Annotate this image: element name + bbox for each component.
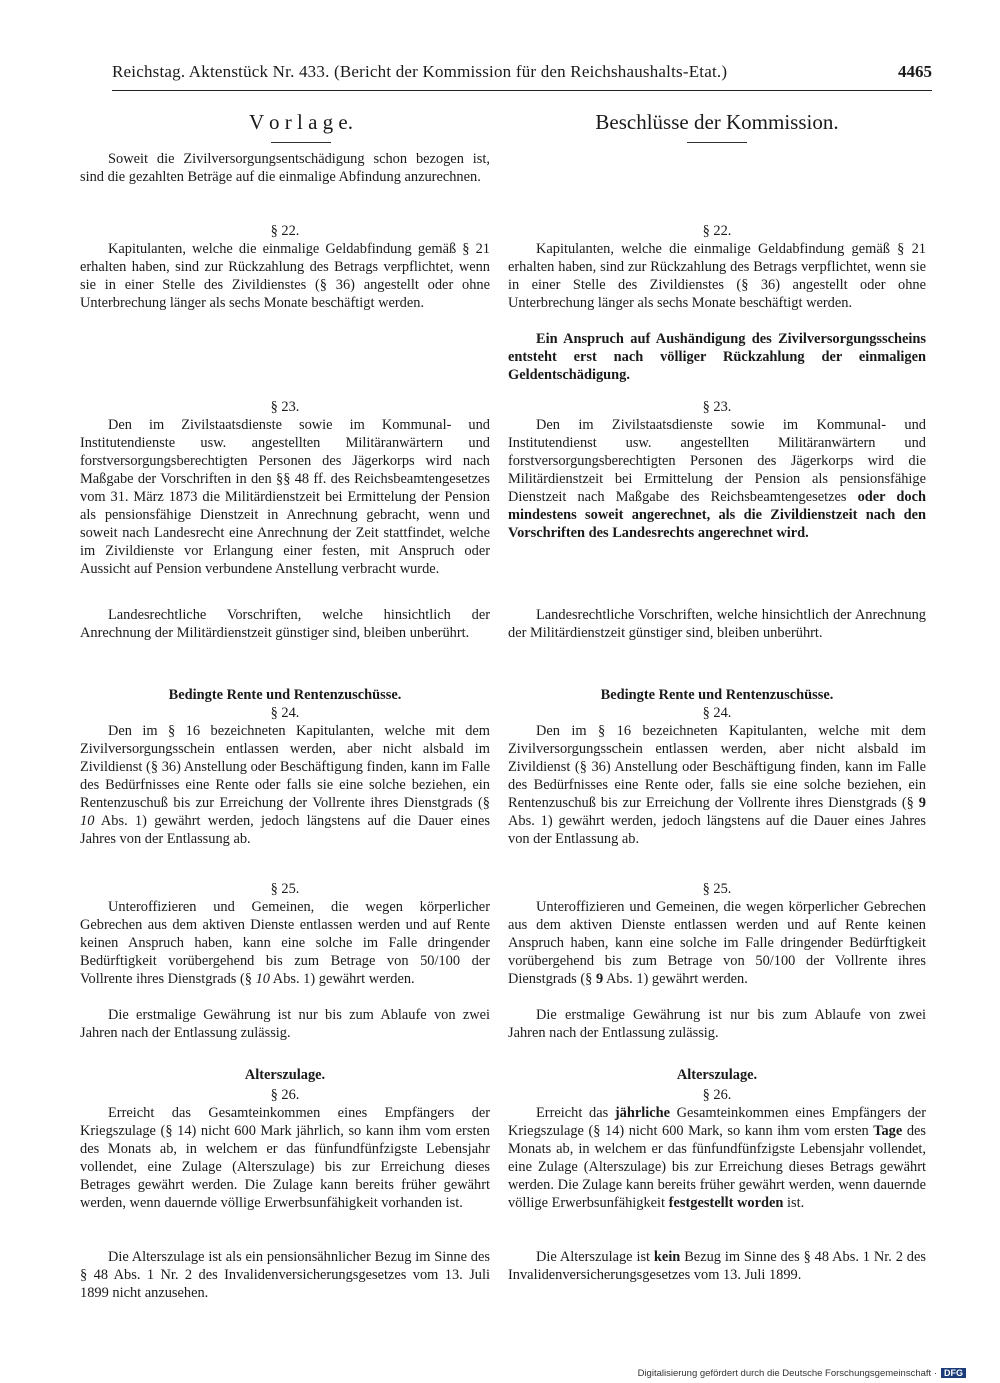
left-s24-heading: Bedingte Rente und Rentenzuschüsse. [168, 687, 402, 703]
right-s26-heading: Alterszulage. [676, 1067, 758, 1083]
left-column-heading: V o r l a g e. [248, 110, 353, 134]
page-number: 4465 [898, 62, 932, 81]
left-s23-text2: Landesrechtliche Vorschriften, welche hinsichtlich der Anrechnung der Militärdienstzeit günstiger sind, bleiben unberührt. [80, 607, 490, 641]
right-s22-bold: Ein Anspruch auf Aushändigung des Zivilversorgungsscheins entsteht erst nach völliger Rückzahlung der einmaligen Geldentschädigung. [508, 331, 926, 383]
left-s26-number: § 26. [270, 1087, 300, 1103]
left-s22-number: § 22. [270, 223, 300, 239]
left-s24-number: § 24. [270, 705, 300, 721]
right-s26-bold-festgestellt: festgestellt worden [668, 1195, 784, 1211]
dfg-logo: DFG [941, 1368, 966, 1378]
right-s22-text: Kapitulanten, welche die einmalige Geldabfindung gemäß § 21 erhalten haben, sind zur Rückzahlung des Betrags verpflichtet, wenn sie in einer Stelle des Zivildienstes (§ 36) angestellt oder ohne Unterbrechung länger als sechs Monate beschäftigt werden. [508, 241, 926, 311]
right-s25-text2: Die erstmalige Gewährung ist nur bis zum Ablaufe von zwei Jahren nach der Entlassung zulässig. [508, 1007, 926, 1041]
left-s26-text: Erreicht das Gesamteinkommen eines Empfängers der Kriegszulage (§ 14) nicht 600 Mark jährlich, so kann ihm vom ersten des Monats ab, in welchem er das fünfundfünfzigste Lebensjahr vollendet, eine Zulage (Alterszulage) bis zur Erreichung dieses Betrages gewährt werden. Die Zulage kann bereits früher gewährt werden, wenn dauernde völlige Erwerbsunfähigkeit vorhanden ist. [80, 1105, 490, 1211]
left-intro: Soweit die Zivilversorgungsentschädigung schon bezogen ist, sind die gezahlten Beträge auf die einmalige Abfindung anzurechnen. [80, 151, 490, 185]
header-title: Reichstag. Aktenstück Nr. 433. (Bericht der Kommission für den Reichshaushalts-Etat.) [112, 62, 728, 81]
right-heading-rule [687, 142, 747, 143]
left-s24-ref: 10 [80, 813, 95, 829]
right-s23-text2: Landesrechtliche Vorschriften, welche hinsichtlich der Anrechnung der Militärdienstzeit günstiger sind, bleiben unberührt. [508, 607, 926, 641]
left-s23-text: Den im Zivilstaatsdienste sowie im Kommunal- und Institutendienste usw. angestellten Militäranwärtern und forstversorgungsberechtigten Personen des Jägerkorps wird nach Maßgabe der Vorschriften in den §§ 48 ff. des Reichsbeamtengesetzes vom 31. März 1873 die Militärdienstzeit bei Ermittelung der Pension als pensionsfähige Dienstzeit in Anrechnung gebracht, wenn und soweit nach Landesrecht eine Anrechnung der Zeit stattfindet, welche im Zivildienste vor Erlangung einer festen, mit Anspruch oder Aussicht auf Pension verbundene Anstellung verbracht wurde. [80, 417, 490, 577]
right-s26-bold-kein: kein [653, 1249, 681, 1265]
left-s25-ref: 10 [255, 971, 270, 987]
right-column-heading: Beschlüsse der Kommission. [595, 110, 839, 134]
left-s22-text: Kapitulanten, welche die einmalige Geldabfindung gemäß § 21 erhalten haben, sind zur Rückzahlung des Betrags verpflichtet, wenn sie in einer Stelle des Zivildienstes (§ 36) angestellt oder ohne Unterbrechung länger als sechs Monate beschäftigt werden. [80, 241, 490, 311]
left-s25-text: Unteroffizieren und Gemeinen, die wegen körperlicher Gebrechen aus dem aktiven Dienste entlassen werden und auf Rente keinen Anspruch haben, kann eine solche im Falle dringender Bedürftigkeit vorübergehend bis zum Betrage von 50/100 der Vollrente ihres Dienstgrads (§ 10 Abs. 1) gewährt werden. [80, 899, 490, 987]
right-s23-number: § 23. [702, 399, 732, 415]
left-s25-text2: Die erstmalige Gewährung ist nur bis zum Ablaufe von zwei Jahren nach der Entlassung zulässig. [80, 1007, 490, 1041]
right-s25-ref: 9 [595, 971, 604, 987]
left-s24-text: Den im § 16 bezeichneten Kapitulanten, welche mit dem Zivilversorgungsschein entlassen werden, aber nicht alsbald im Zivildienst (§ 36) Anstellung oder Beschäftigung finden, kann im Falle des Bedürfnisses eine Rente oder falls sie eine solche beziehen, ein Rentenzuschuß bis zur Erreichung der Vollrente ihres Dienstgrads (§ 10 Abs. 1) gewährt werden, jedoch längstens auf die Dauer eines Jahres von der Entlassung ab. [80, 723, 490, 847]
left-s26-text2: Die Alterszulage ist als ein pensionsähnlicher Bezug im Sinne des § 48 Abs. 1 Nr. 2 des Invalidenversicherungsgesetzes vom 13. Juli 1899 nicht anzusehen. [80, 1249, 490, 1301]
right-s23-bold: oder doch mindestens soweit angerechnet, als die Zivildienstzeit nach den Vorschriften des Landesrechts angerechnet wird. [508, 489, 926, 541]
right-s25-text: Unteroffizieren und Gemeinen, die wegen körperlicher Gebrechen aus dem aktiven Dienste entlassen werden und auf Rente keinen Anspruch haben, kann eine solche im Falle dringender Bedürftigkeit vorübergehend bis zum Betrage von 50/100 der Vollrente ihres Dienstgrads (§ 9 Abs. 1) gewährt werden. [508, 899, 926, 987]
right-s22-number: § 22. [702, 223, 732, 239]
right-s26-text: Erreicht das jährliche Gesamteinkommen eines Empfängers der Kriegszulage (§ 14) nicht 600 Mark, so kann ihm vom ersten Tage des Monats ab, in welchem er das fünfundfünfzigste Lebensjahr vollendet, eine Zulage (Alterszulage) bis zur Erreichung dieses Betrags gewährt werden. Die Zulage kann bereits früher gewährt werden, wenn dauernde völlige Erwerbsunfähigkeit festgestellt worden ist. [508, 1105, 926, 1211]
right-s24-heading: Bedingte Rente und Rentenzuschüsse. [600, 687, 834, 703]
right-s26-text2: Die Alterszulage ist kein Bezug im Sinne des § 48 Abs. 1 Nr. 2 des Invalidenversicherungsgesetzes vom 13. Juli 1899. [508, 1249, 926, 1283]
right-s26-bold-tage: Tage [873, 1123, 903, 1139]
left-s23-number: § 23. [270, 399, 300, 415]
right-s26-number: § 26. [702, 1087, 732, 1103]
right-s26-bold-jaehrliche: jährliche [614, 1105, 670, 1121]
right-s24-ref: 9 [918, 795, 926, 811]
page-header [112, 60, 932, 91]
left-s25-number: § 25. [270, 881, 300, 897]
right-s24-number: § 24. [702, 705, 732, 721]
left-heading-rule [271, 142, 331, 143]
digitization-note: Digitalisierung gefördert durch die Deutsche Forschungsgemeinschaft · DFG [638, 1368, 966, 1379]
right-s24-text: Den im § 16 bezeichneten Kapitulanten, welche mit dem Zivilversorgungsschein entlassen werden, aber nicht alsbald im Zivildienst (§ 36) Anstellung oder Beschäftigung finden, kann im Falle des Bedürfnisses eine Rente oder, falls sie eine solche beziehen, ein Rentenzuschuß bis zur Erreichung der Vollrente ihres Dienstgrads (§ 9 Abs. 1) gewährt werden, jedoch längstens auf die Dauer eines Jahres von der Entlassung ab. [508, 723, 926, 847]
right-s23-text: Den im Zivilstaatsdienste sowie im Kommunal- und Institutendienst usw. angestellten Militäranwärtern und forstversorgungsberechtigten Personen des Jägerkorps wird die Militärdienstzeit bei Ermittelung der Pension als pensionsfähige Dienstzeit nach Maßgabe des Reichsbeamtengesetzes oder doch mindestens soweit angerechnet, als die Zivildienstzeit nach den Vorschriften des Landesrechts angerechnet wird. [508, 417, 926, 541]
right-s25-number: § 25. [702, 881, 732, 897]
left-s26-heading: Alterszulage. [244, 1067, 326, 1083]
